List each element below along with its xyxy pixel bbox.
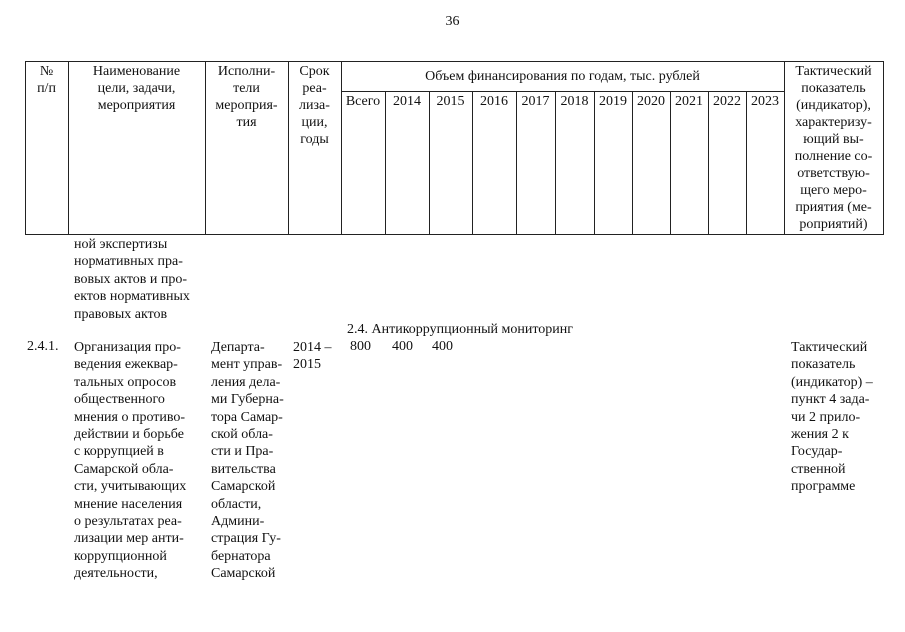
header-year-2017: 2017 <box>521 94 550 109</box>
page-number: 36 <box>445 14 460 29</box>
header-period: Срок реа- лиза- ции, годы <box>299 64 330 147</box>
header-indicator: Тактический показатель (индикатор), характеризу- ющий вы- полнение со- ответствую- щего меро- приятия (ме- роприятий) <box>794 64 873 232</box>
header-year-2018: 2018 <box>560 94 589 109</box>
header-year-2019: 2019 <box>599 94 627 109</box>
row-value-2014: 400 <box>392 339 413 354</box>
header-year-2014: 2014 <box>393 94 421 109</box>
continued-row-text: ной экспертизы нормативных пра- вовых актов и про- ектов нормативных правовых актов <box>74 237 190 322</box>
row-total: 800 <box>350 339 371 354</box>
header-year-2022: 2022 <box>713 94 741 109</box>
header-executors: Исполни- тели мероприя- тия <box>215 64 278 130</box>
header-name: Наименование цели, задачи, мероприятия <box>92 64 181 113</box>
header-year-2020: 2020 <box>637 94 665 109</box>
header-num: № п/п <box>37 64 56 96</box>
header-funding: Объем финансирования по годам, тыс. рублей <box>425 69 700 84</box>
row-value-2015: 400 <box>432 339 453 354</box>
header-year-2016: 2016 <box>480 94 508 109</box>
row-indicator: Тактический показатель (индикатор) – пункт 4 зада- чи 2 прило- жения 2 к Государ- ственной программе <box>791 340 873 495</box>
section-title: 2.4. Антикоррупционный мониторинг <box>347 322 573 337</box>
header-year-2023: 2023 <box>751 94 779 109</box>
header-total: Всего <box>345 94 381 109</box>
header-year-2021: 2021 <box>675 94 703 109</box>
row-period: 2014 – 2015 <box>293 340 332 373</box>
row-number: 2.4.1. <box>27 339 59 354</box>
row-name: Организация про- ведения ежеквар- тальных опросов общественного мнения о противо- действии и борьбе с коррупцией в Самарской обла- сти, учитывающих мнение населения о результатах реа- лизации мер анти- коррупционной деятельности, <box>74 340 187 582</box>
header-year-2015: 2015 <box>436 94 465 109</box>
row-executors: Департа- мент управ- ления дела- ми Губерна- тора Самар- ской обла- сти и Пра- вительства Самарской области, Админи- страция Гу- бернатора Самарской <box>211 340 284 582</box>
